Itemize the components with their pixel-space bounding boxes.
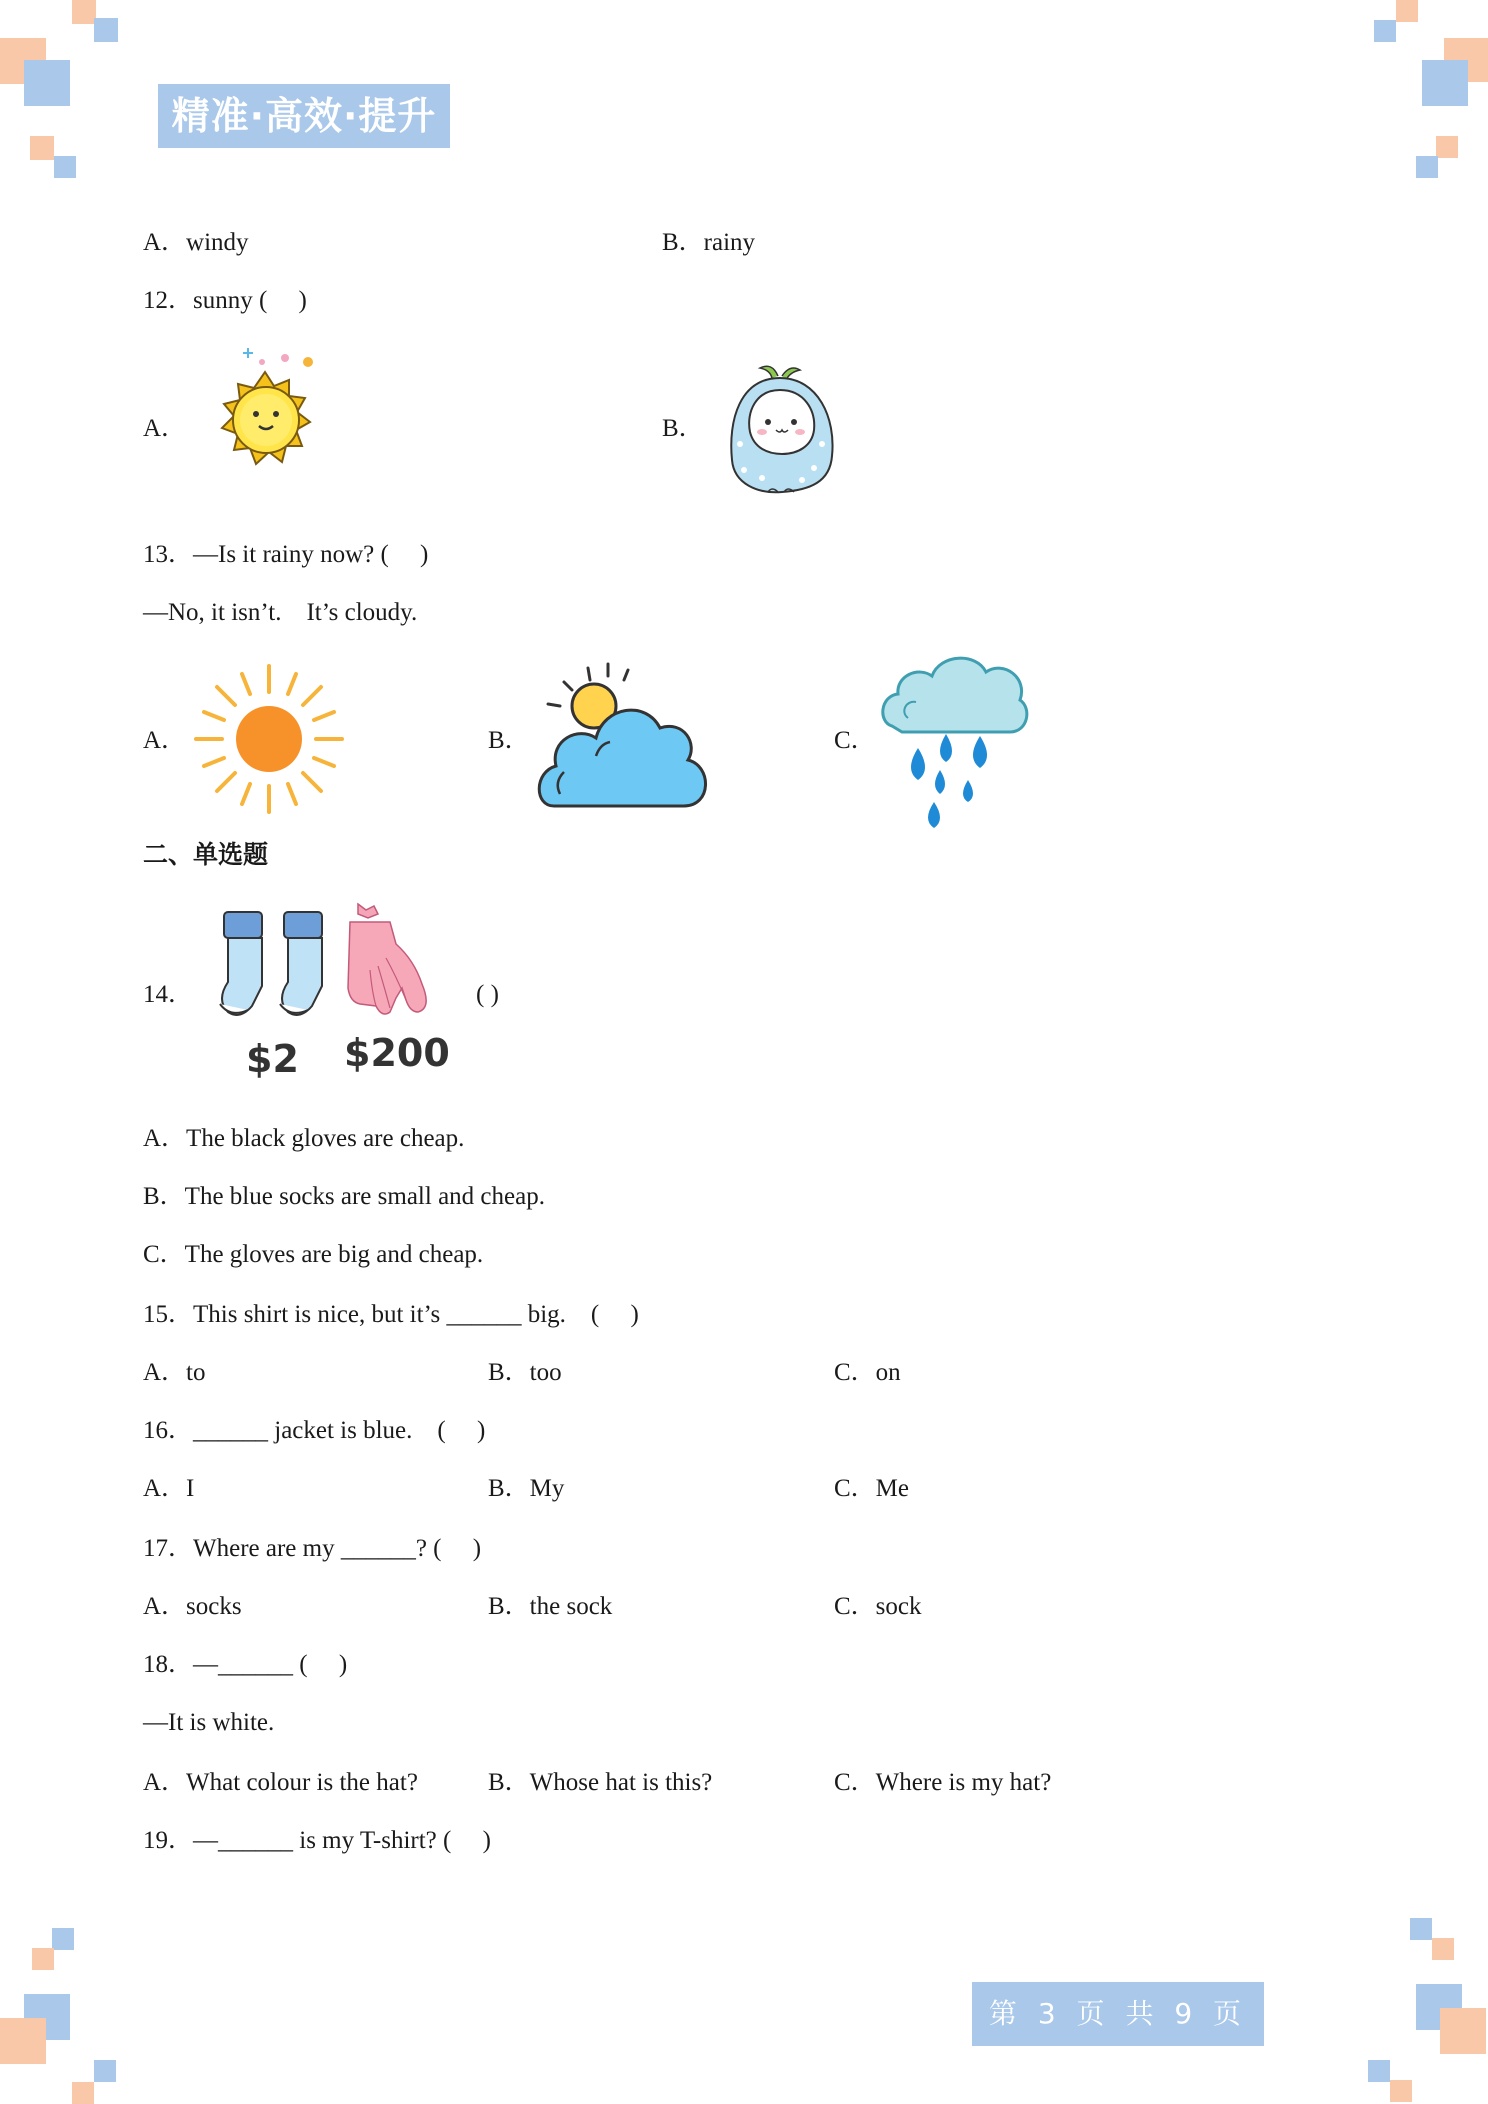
q18-stem: 18．—______ ( ) (143, 1651, 348, 1678)
blanket-cartoon-icon (718, 360, 844, 500)
q15-option-a: A．to (143, 1359, 206, 1386)
q17-option-b: B．the sock (488, 1593, 613, 1620)
q14-option-c: C．The gloves are big and cheap. (143, 1241, 484, 1268)
q17-stem: 17．Where are my ______? ( ) (143, 1535, 482, 1562)
q15-option-b: B．too (488, 1359, 562, 1386)
sun-icon (200, 344, 330, 490)
q18-option-a: A．What colour is the hat? (143, 1769, 418, 1796)
q14-option-a: A．The black gloves are cheap. (143, 1125, 465, 1152)
q14-option-b: B．The blue socks are small and cheap. (143, 1183, 545, 1210)
q13-option-c-label: C． (834, 727, 876, 754)
q15-option-c: C．on (834, 1359, 901, 1386)
q12-option-b-label: B． (662, 415, 704, 442)
q13-option-a-label: A． (143, 727, 187, 754)
q18-option-c: C．Where is my hat? (834, 1769, 1052, 1796)
q16-stem: 16．______ jacket is blue. ( ) (143, 1417, 486, 1444)
cloud-sun-icon (534, 660, 714, 812)
q16-option-c: C．Me (834, 1475, 910, 1502)
q19-stem: 19．—______ is my T-shirt? ( ) (143, 1827, 491, 1854)
q13-option-b-label: B． (488, 727, 530, 754)
section-title: 二、单选题 (143, 840, 269, 869)
sock-icon (280, 912, 322, 1015)
socks-and-gloves-picture (210, 900, 450, 1086)
q18-option-b: B．Whose hat is this? (488, 1769, 713, 1796)
q14-number: 14． (143, 981, 194, 1008)
q13-answer-line: —No, it isn’t. It’s cloudy. (143, 599, 418, 626)
q13-stem: 13．—Is it rainy now? ( ) (143, 541, 429, 568)
q12-option-a-label: A． (143, 415, 187, 442)
q12-stem: 12．sunny ( ) (143, 287, 307, 314)
q18-answer-line: —It is white. (143, 1709, 275, 1736)
price-socks: $2 (246, 1037, 299, 1081)
q15-stem: 15．This shirt is nice, but it’s ______ big. ( ) (143, 1301, 639, 1328)
q17-option-c: C．sock (834, 1593, 922, 1620)
header-banner: 精准·高效·提升 (158, 84, 450, 148)
page-indicator: 第 3 页 共 9 页 (972, 1982, 1264, 2046)
rain-cloud-icon (878, 652, 1030, 832)
sun-icon (192, 662, 346, 816)
q14-blank: ( ) (476, 981, 499, 1008)
price-gloves: $200 (344, 1031, 450, 1075)
q16-option-a: A．I (143, 1475, 195, 1502)
glove-icon (348, 904, 426, 1014)
q17-option-a: A．socks (143, 1593, 242, 1620)
q16-option-b: B．My (488, 1475, 565, 1502)
q11-option-a: A．windy (143, 229, 249, 256)
sock-icon (220, 912, 262, 1015)
q11-option-b: B．rainy (662, 229, 756, 256)
